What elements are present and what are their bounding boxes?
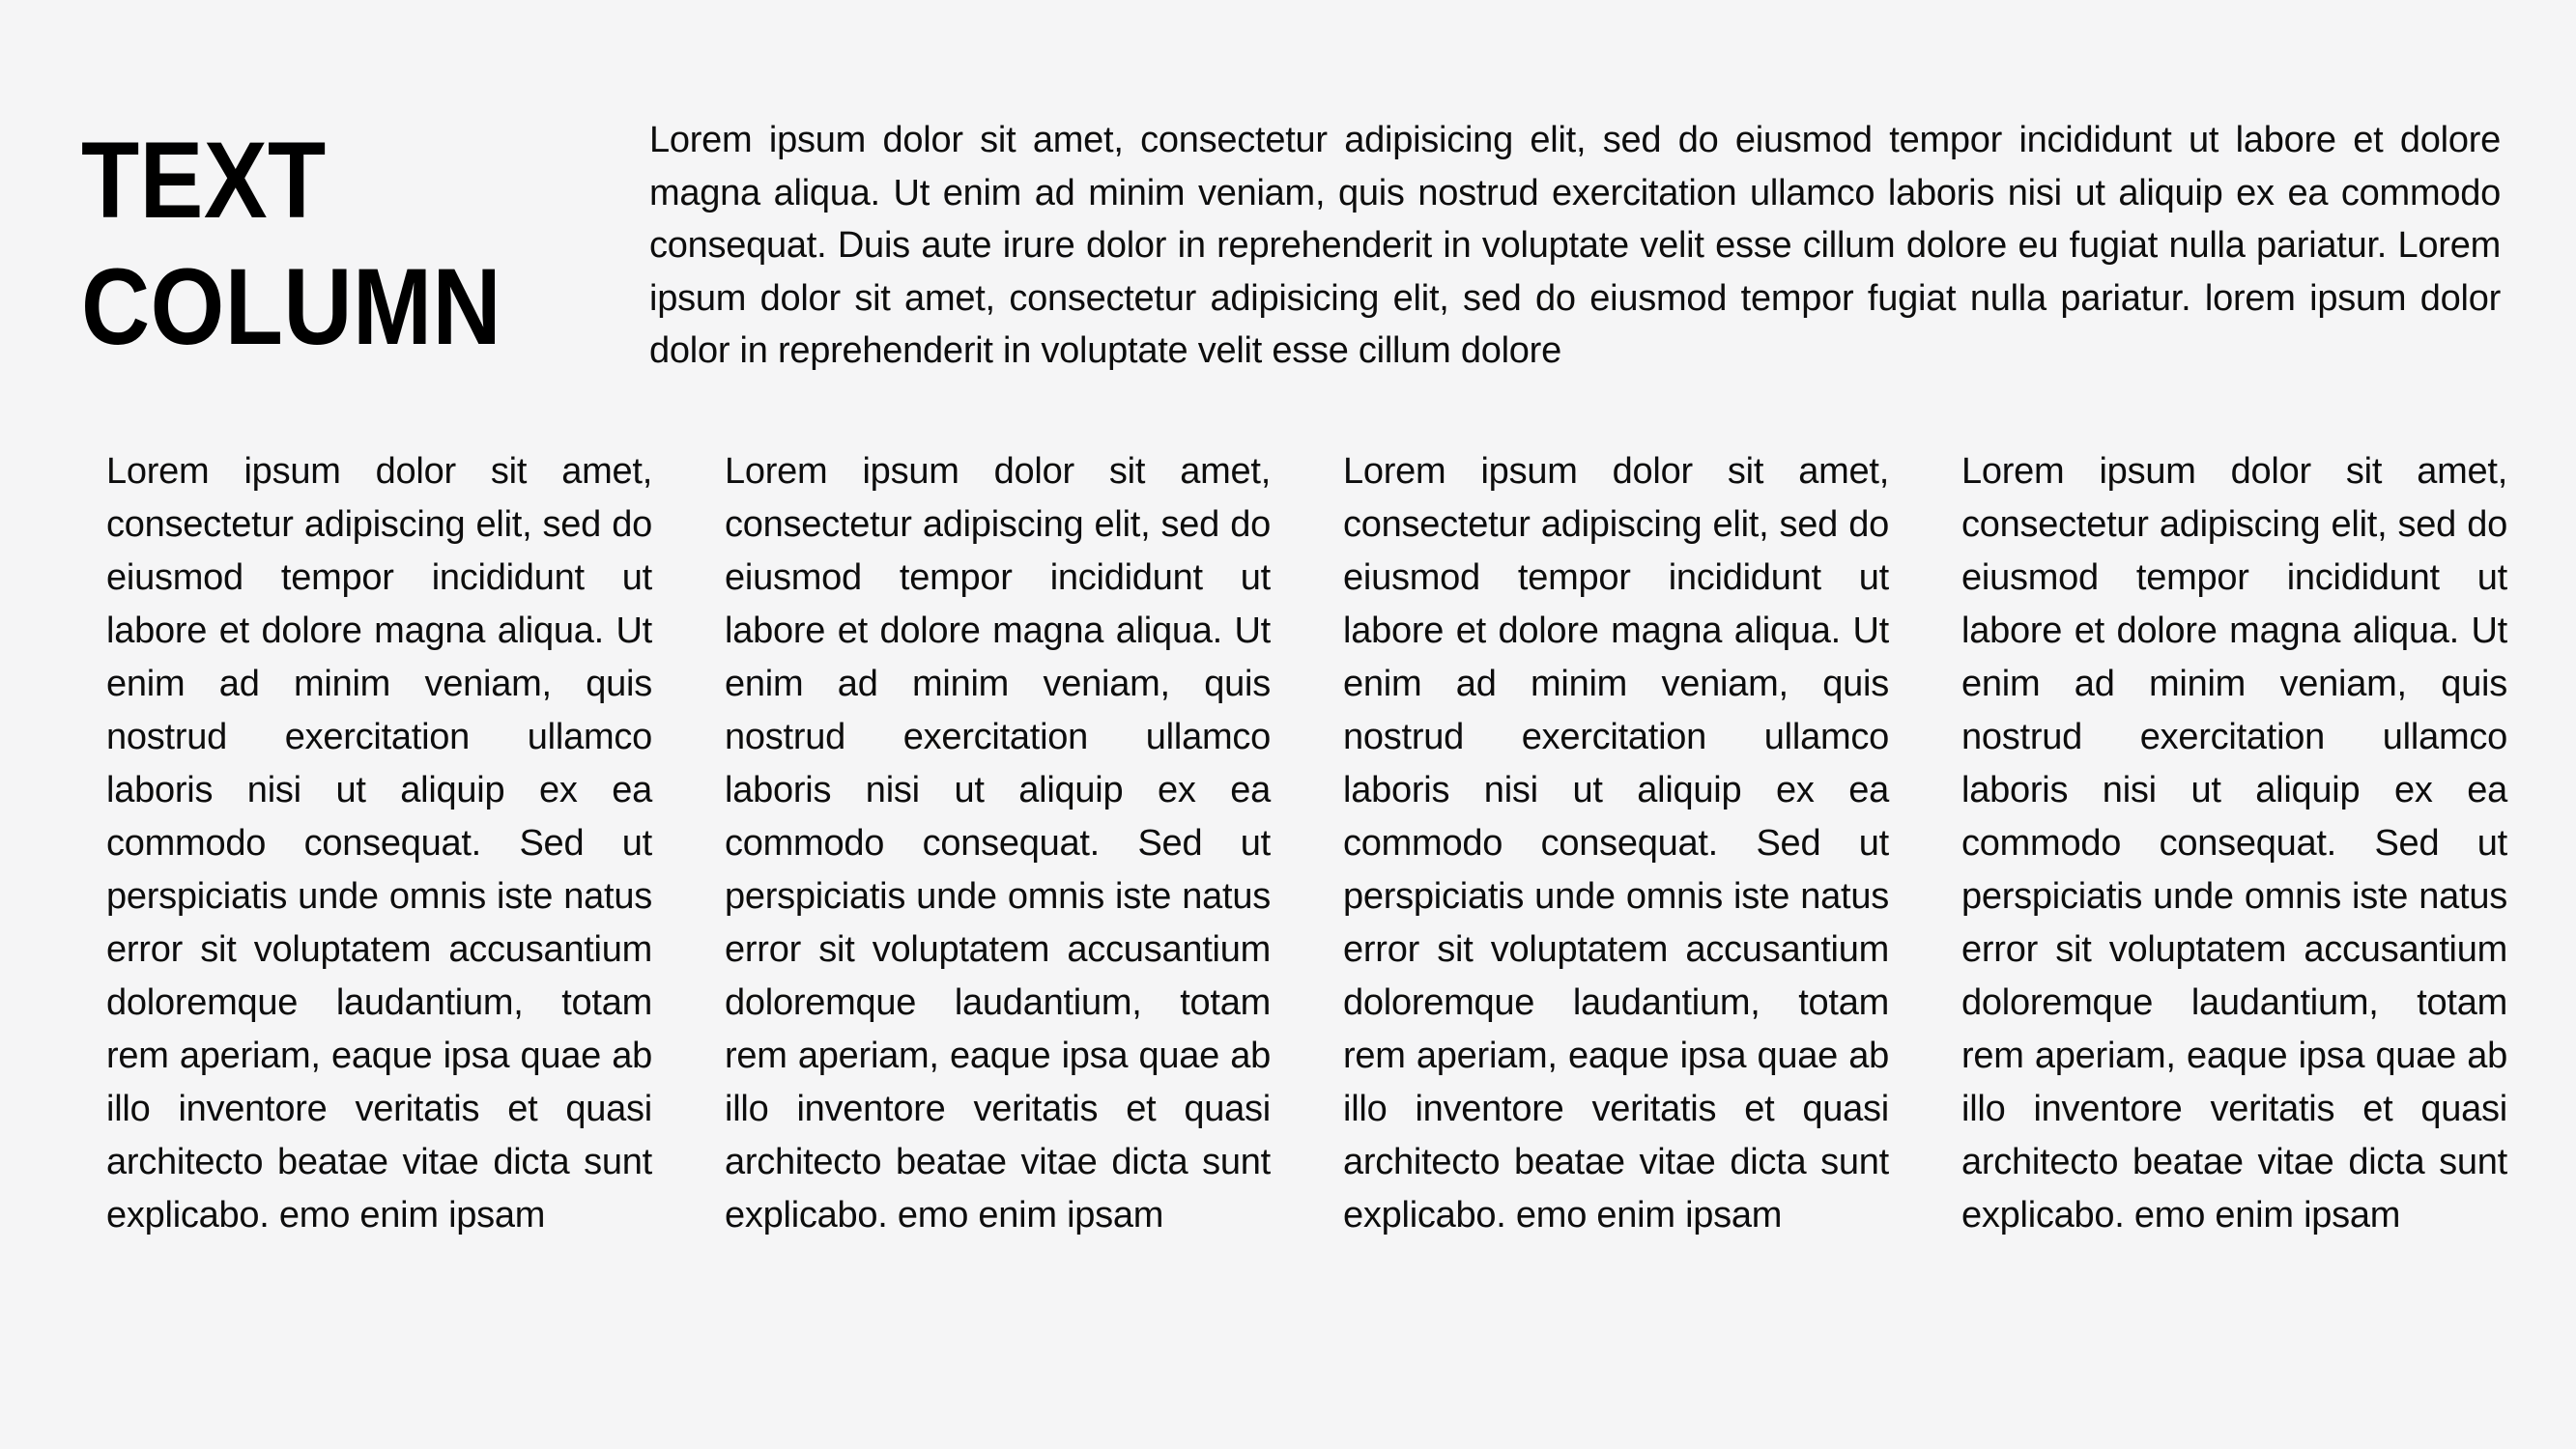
text-column-2: Lorem ipsum dolor sit amet, consectetur adipiscing elit, sed do eiusmod tempor incididunt ut labore et dolore magna aliqua. Ut enim ad minim veniam, quis nostrud exercitation ullamco laboris nisi ut aliquip ex ea commodo consequat. Sed ut perspiciatis unde omnis iste natus error sit voluptatem accusantium doloremque laudantium, totam rem aperiam, eaque ipsa quae ab illo inventore veritatis et quasi architecto beatae vitae dicta sunt explicabo. emo enim ipsam <box>725 451 1271 1236</box>
intro-paragraph: Lorem ipsum dolor sit amet, consectetur adipisicing elit, sed do eiusmod tempor incididunt ut labore et dolore magna aliqua. Ut enim ad minim veniam, quis nostrud exercitation ullamco laboris nisi ut aliquip ex ea commodo consequat. Duis aute irure dolor in reprehenderit in voluptate velit esse cillum dolore eu fugiat nulla pariatur. Lorem ipsum dolor sit amet, consectetur adipisicing elit, sed do eiusmod tempor fugiat nulla pariatur. lorem ipsum dolor dolor in reprehenderit in voluptate velit esse cillum dolore <box>649 120 2501 371</box>
text-column-3: Lorem ipsum dolor sit amet, consectetur adipiscing elit, sed do eiusmod tempor incididunt ut labore et dolore magna aliqua. Ut enim ad minim veniam, quis nostrud exercitation ullamco laboris nisi ut aliquip ex ea commodo consequat. Sed ut perspiciatis unde omnis iste natus error sit voluptatem accusantium doloremque laudantium, totam rem aperiam, eaque ipsa quae ab illo inventore veritatis et quasi architecto beatae vitae dicta sunt explicabo. emo enim ipsam <box>1343 451 1889 1236</box>
page-title: TEXT COLUMN <box>81 120 502 367</box>
text-column-4: Lorem ipsum dolor sit amet, consectetur adipiscing elit, sed do eiusmod tempor incididunt ut labore et dolore magna aliqua. Ut enim ad minim veniam, quis nostrud exercitation ullamco laboris nisi ut aliquip ex ea commodo consequat. Sed ut perspiciatis unde omnis iste natus error sit voluptatem accusantium doloremque laudantium, totam rem aperiam, eaque ipsa quae ab illo inventore veritatis et quasi architecto beatae vitae dicta sunt explicabo. emo enim ipsam <box>1961 451 2507 1236</box>
text-column-1: Lorem ipsum dolor sit amet, consectetur adipiscing elit, sed do eiusmod tempor incididunt ut labore et dolore magna aliqua. Ut enim ad minim veniam, quis nostrud exercitation ullamco laboris nisi ut aliquip ex ea commodo consequat. Sed ut perspiciatis unde omnis iste natus error sit voluptatem accusantium doloremque laudantium, totam rem aperiam, eaque ipsa quae ab illo inventore veritatis et quasi architecto beatae vitae dicta sunt explicabo. emo enim ipsam <box>106 451 652 1236</box>
text-columns-section <box>106 445 2507 1242</box>
